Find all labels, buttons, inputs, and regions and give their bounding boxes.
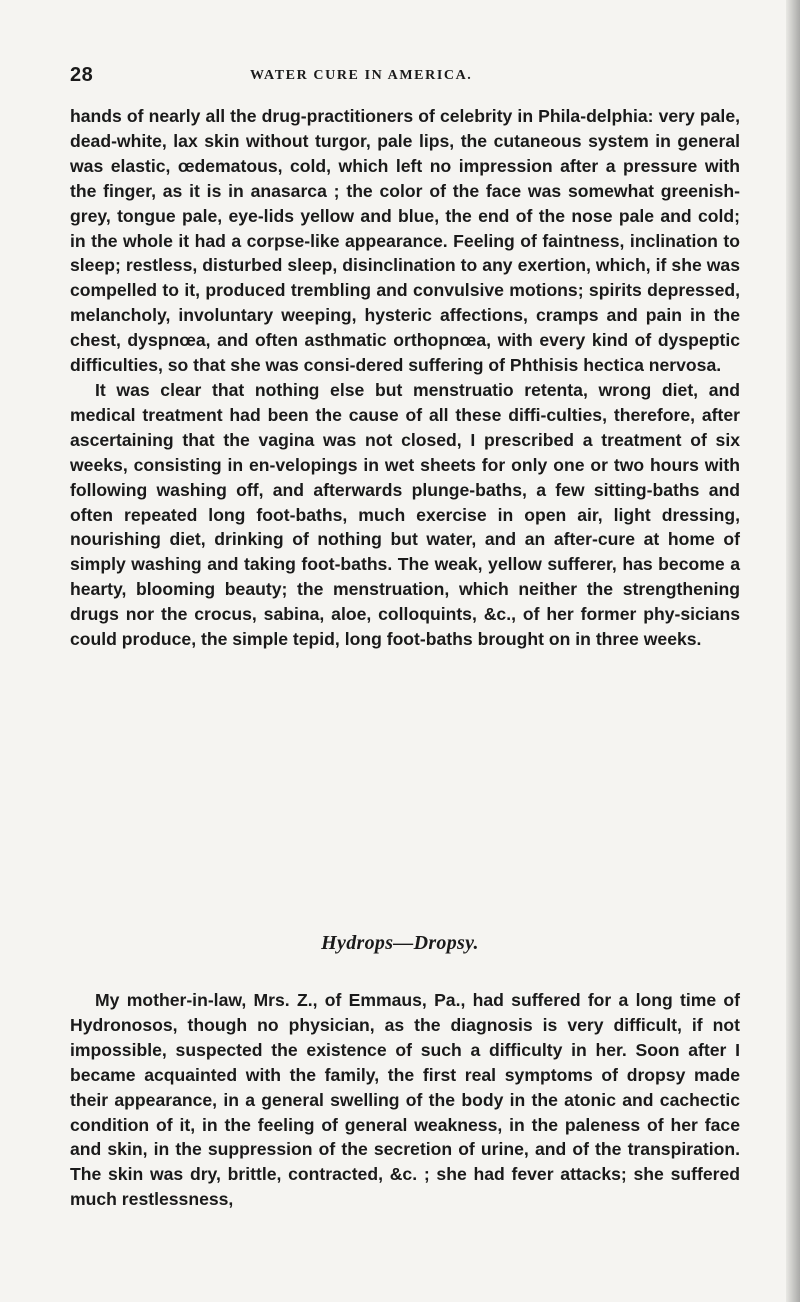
page-edge-shadow — [786, 0, 800, 1302]
body-text-top — [70, 104, 740, 652]
paragraph: It was clear that nothing else but menstruatio retenta, wrong diet, and medical treatment had been the cause of all these diffi-culties, therefore, after ascertaining that the vagina was not closed, I prescribed a treatment of six weeks, consisting in en-velopings in wet sheets for only one or two hours with following washing off, and afterwards plunge-baths, a few sitting-baths and often repeated long foot-baths, much exercise in open air, light dressing, nourishing diet, drinking of nothing but water, and an after-cure at home of simply washing and taking foot-baths. The weak, yellow sufferer, has become a hearty, blooming beauty; the menstruation, which neither the strengthening drugs nor the crocus, sabina, aloe, colloquints, &c., of her former phy-sicians could produce, the simple tepid, long foot-baths brought on in three weeks. — [70, 379, 740, 650]
running-title: WATER CURE IN AMERICA. — [250, 68, 473, 83]
paragraph: My mother-in-law, Mrs. Z., of Emmaus, Pa., had suffered for a long time of Hydronosos, though no physician, as the diagnosis is very difficult, if not impossible, suspected the existence of such a difficulty in her. Soon after I became acquainted with the family, the first real symptoms of dropsy made their appearance, in a general swelling of the body in the atonic and cachectic condition of it, in the feeling of general weakness, in the paleness of her face and skin, in the suppression of the secretion of urine, and of the transpiration. The skin was dry, brittle, contracted, &c. ; she had fever attacks; she suffered much restlessness, — [70, 990, 740, 1210]
section-heading: Hydrops—Dropsy. — [321, 932, 479, 954]
page-number: 28 — [70, 64, 94, 86]
body-text-bottom — [70, 988, 740, 1212]
paragraph: hands of nearly all the drug-practitioners of celebrity in Phila-delphia: very pale, dead-white, lax skin without turgor, pale lips, the cutaneous system in general was elastic, œdematous, cold, which left no impression after a pressure with the finger, as it is in anasarca ; the color of the face was somewhat greenish-grey, tongue pale, eye-lids yellow and blue, the end of the nose pale and cold; in the whole it had a corpse-like appearance. Feeling of faintness, inclination to sleep; restless, disturbed sleep, disinclination to any exertion, which, if she was compelled to it, produced trembling and convulsive motions; spirits depressed, melancholy, involuntary weeping, hysteric affections, cramps and pain in the chest, dyspnœa, and often asthmatic orthopnœa, with every kind of dyspeptic difficulties, so that she was consi-dered suffering of Phthisis hectica nervosa. — [70, 106, 740, 376]
running-head — [0, 64, 800, 84]
